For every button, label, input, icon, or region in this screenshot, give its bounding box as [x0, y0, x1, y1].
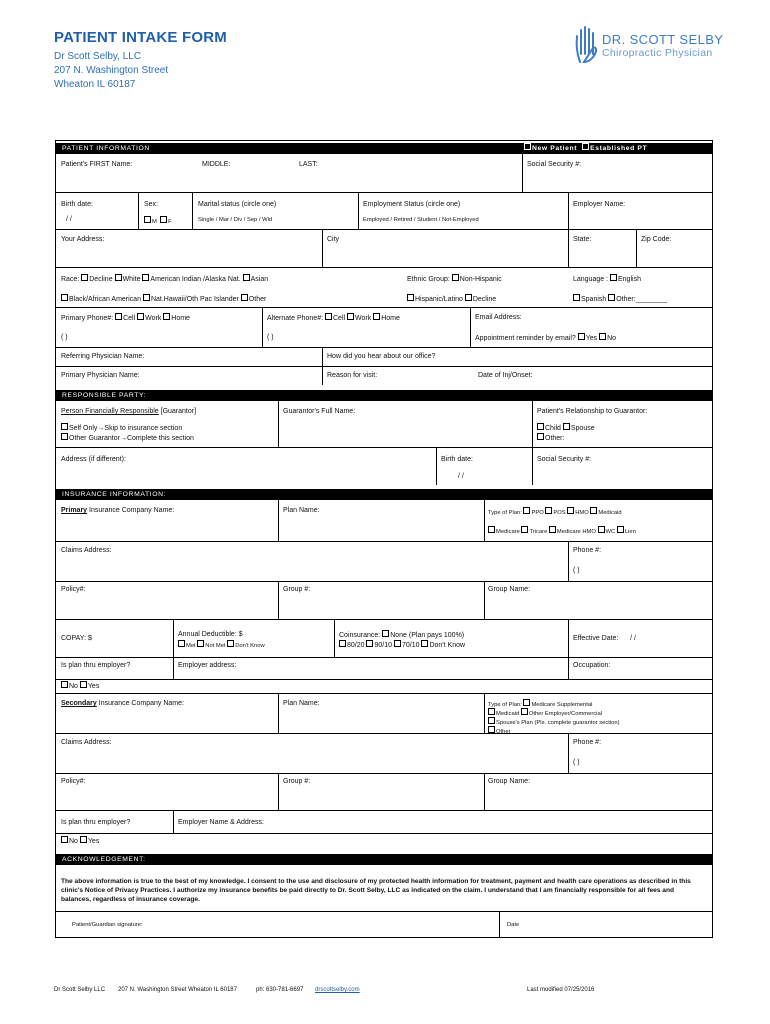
ethnic-decline-checkbox[interactable]: [465, 294, 472, 301]
city-label: City: [327, 236, 340, 243]
alt-phone-field[interactable]: ( ): [267, 334, 274, 341]
employment-label: Employment Status (circle one): [363, 201, 461, 208]
sec-spouse-checkbox[interactable]: [488, 717, 495, 724]
guarantor-birth-field[interactable]: / /: [458, 473, 464, 480]
email-label: Email Address:: [475, 314, 522, 321]
met-checkbox[interactable]: [178, 640, 185, 647]
coins-dont-know-checkbox[interactable]: [421, 640, 428, 647]
guarantor-address-label: Address (if different):: [61, 456, 126, 463]
relationship-other-checkbox[interactable]: [537, 433, 544, 440]
ethnic-non-checkbox[interactable]: [452, 274, 459, 281]
race-asian-checkbox[interactable]: [243, 274, 250, 281]
copay-label: COPAY: $: [61, 635, 92, 642]
birth-date-label: Birth date:: [61, 201, 93, 208]
primary-plan-name-label: Plan Name:: [283, 507, 320, 514]
logo-subtitle: Chiropractic Physician: [602, 47, 713, 59]
pos-checkbox[interactable]: [545, 507, 552, 514]
primary-ins-phone-field[interactable]: ( ): [573, 567, 580, 574]
lien-checkbox[interactable]: [617, 526, 624, 533]
race-row-2: Black/African American Nat.Hawaii/Oth Pac Islander Other: [61, 294, 266, 304]
coinsurance-row-1: Coinsurance: None (Plan pays 100%): [339, 632, 465, 639]
primary-employer-plan-options: No Yes: [61, 681, 99, 691]
established-label: Established PT: [590, 145, 648, 152]
zip-label: Zip Code:: [641, 236, 672, 243]
primary-phone-field[interactable]: ( ): [61, 334, 68, 341]
sex-m-checkbox[interactable]: [144, 216, 151, 223]
primary-policy-label: Policy#:: [61, 586, 86, 593]
acknowledgement-text: The above information is true to the best of my knowledge. I consent to the use and disclosure of my protected health information for treatment, payment and health care operations as described in this clinic's Notice of Privacy Practices. I authorize my insurance benefits be paid directly to Dr. Scott Selby, LLC as indicated on the claim. I understand that I am financially responsible for all fees and balances, regardless of insurance coverage.: [61, 878, 691, 903]
secondary-employer-plan-options: No Yes: [61, 836, 99, 846]
employer-name-address-label: Employer Name & Address:: [178, 819, 264, 826]
primary-phone-row: Primary Phone#: Cell Work Home: [61, 315, 190, 322]
hand-logo-icon: [574, 24, 598, 64]
primary-employer-yes-checkbox[interactable]: [80, 681, 87, 688]
medicaid-checkbox[interactable]: [590, 507, 597, 514]
self-only-option: Self Only→Skip to insurance section: [61, 423, 182, 433]
form-title: PATIENT INTAKE FORM: [54, 29, 227, 46]
birth-date-field[interactable]: / /: [66, 216, 72, 223]
secondary-company-label: Secondary Insurance Company Name:: [61, 700, 184, 707]
coins-8020-checkbox[interactable]: [339, 640, 346, 647]
secondary-group-name-label: Group Name:: [488, 778, 531, 785]
footer-phone: ph: 630-781-6697: [256, 987, 304, 993]
primary-phone-label: Phone #:: [573, 547, 602, 554]
appt-reminder-row: Appointment reminder by email? Yes No: [475, 335, 617, 342]
effective-date-field[interactable]: / /: [630, 635, 636, 642]
self-only-checkbox[interactable]: [61, 423, 68, 430]
established-checkbox[interactable]: [582, 143, 589, 150]
section-responsible-party: RESPONSIBLE PARTY:: [56, 390, 712, 401]
sex-label: Sex:: [144, 201, 159, 208]
marital-label: Marital status (circle one): [198, 201, 277, 208]
relationship-options: Child Spouse: [537, 423, 595, 433]
primary-work-checkbox[interactable]: [137, 313, 144, 320]
primary-group-label: Group #:: [283, 586, 311, 593]
practice-name: Dr Scott Selby, LLC: [54, 51, 142, 62]
employment-options[interactable]: Employed / Retired / Student / Not-Employed: [363, 217, 479, 223]
alt-home-checkbox[interactable]: [373, 313, 380, 320]
medicare-checkbox[interactable]: [488, 526, 495, 533]
sec-other-checkbox[interactable]: [488, 726, 495, 733]
sec-medicare-supp-checkbox[interactable]: [523, 699, 530, 706]
secondary-plan-type-3: Spouse's Plan (Pls. complete guarantor section): [488, 717, 620, 728]
employer-name-label: Employer Name:: [573, 201, 626, 208]
primary-plan-types-1: Type of Plan: PPO POS HMO Medicaid: [488, 507, 622, 518]
signature-date-label: Date: [507, 922, 520, 928]
ssn-label: Social Security #:: [527, 161, 582, 168]
secondary-plan-type-4: Other: [488, 726, 511, 731]
medicare-hmo-checkbox[interactable]: [549, 526, 556, 533]
employer-address-label: Employer address:: [178, 662, 237, 669]
state-label: State:: [573, 236, 592, 243]
reminder-no-checkbox[interactable]: [599, 333, 606, 340]
primary-company-label: Primary Insurance Company Name:: [61, 507, 175, 514]
coins-9010-checkbox[interactable]: [366, 640, 373, 647]
sex-f-checkbox[interactable]: [160, 216, 167, 223]
ethnic-row-1: Ethnic Group: Non-Hispanic: [407, 276, 502, 283]
marital-options[interactable]: Single / Mar / Div / Sep / Wid: [198, 217, 273, 223]
tricare-checkbox[interactable]: [521, 526, 528, 533]
primary-plan-thru-employer-label: Is plan thru employer?: [61, 662, 131, 669]
guarantor-name-label: Guarantor's Full Name:: [283, 408, 356, 415]
primary-group-name-label: Group Name:: [488, 586, 531, 593]
practice-city: Wheaton IL 60187: [54, 79, 136, 90]
last-name-label: LAST:: [299, 161, 318, 168]
logo-name: DR. SCOTT SELBY: [602, 32, 724, 47]
practice-logo: [574, 24, 734, 66]
footer-address: 207 N. Washington Street Wheaton IL 60187: [118, 987, 237, 993]
footer-last-modified: Last modified 07/25/2016: [527, 987, 595, 993]
relationship-label: Patient's Relationship to Guarantor:: [537, 408, 648, 415]
financially-responsible-row: Person Financially Responsible [Guarantor]: [61, 408, 197, 415]
race-decline-checkbox[interactable]: [81, 274, 88, 281]
alt-cell-checkbox[interactable]: [325, 313, 332, 320]
intake-form: PATIENT INFORMATION New Patient Established PT Patient's FIRST Name: MIDDLE: LAST: Social Security #: Birth date: / / Sex: M F Marital status (circle one) Single / Mar / Div / Sep / Wid Employment Status (circle one) Employed / Retired / Student / Not-Employed Employer Name: Your Address: City State: Zip Code: Race: Decline White American Indian /Alaska Nat. Asian Black/African American Nat.Hawaii/Oth Pac Islander Other Ethnic Group: Non-Hispanic Hispanic/Latino Decline Language : English Spanish Other:________ Primary Phone#: Cell Work Home ( ) Alternate Phone#: Cell Work Home ( ) Email Address: Appointment reminder by email? Yes No Referring Physician Name: How did you hear about our office? Primary Physician Name: Reason for visit: Date of Inj/Onset: RESPONSIBLE PARTY: Person Financially Responsible [Guarantor] Self Only→Skip to insurance section Other Guarantor→Complete this section Guarantor's Full Name: Patient's Relationship to Guarantor: Child Spouse Other: Address (if different): Birth date: / / Social Security #: INSURANCE INFORMATION: Primary Insurance Company Name: Plan Name: Type of Plan: PPO POS HMO Medicaid Medicare Tricare Medicare HMO WC Lien Claims Address: Phone #: ( ) Policy#: Group #: Group Name: COPAY: $ Annual Deductible: $ Met Not Met Don't Know Coinsurance: None (Plan pays 100%) 80/20 90/10 70/10 Don't Know Effective Date: / / Is plan thru employer? Employer address: Occupation: No Yes Secondary Insurance Company Name: Plan Name: Type of Plan: Medicare Supplemental Medicaid Other Employer/Commercial Spouse's Plan (Pls. complete guarantor section) Other Claims Address: Phone #: ( ) Policy#: Group #: Group Name: Is plan thru employer? Employer Name & Address: No Yes ACKNOWLEDGEMENT: The above information is true to the best of my knowledge. I consent to the use and disclosure of my protected health information for treatment, payment and health care operations as described in this clinic's Notice of Privacy Practices. I authorize my insurance benefits be paid directly to Dr. Scott Selby, LLC as indicated on the claim. I understand that I am financially responsible for all fees and balances, regardless of insurance coverage. Patient/Guardian signature: Date: [55, 140, 713, 938]
secondary-ins-phone-field[interactable]: ( ): [573, 759, 580, 766]
wc-checkbox[interactable]: [598, 526, 605, 533]
section-patient-information: [56, 143, 712, 154]
alt-phone-row: Alternate Phone#: Cell Work Home: [267, 315, 400, 322]
ethnic-row-2: Hispanic/Latino Decline: [407, 294, 496, 304]
lang-other-checkbox[interactable]: [608, 294, 615, 301]
deductible-dont-know-checkbox[interactable]: [227, 640, 234, 647]
secondary-employer-no-checkbox[interactable]: [61, 836, 68, 843]
injury-date-label: Date of Inj/Onset:: [478, 372, 533, 379]
child-checkbox[interactable]: [537, 423, 544, 430]
new-patient-label: New Patient: [532, 145, 578, 152]
secondary-plan-thru-employer-label: Is plan thru employer?: [61, 819, 131, 826]
reminder-yes-checkbox[interactable]: [578, 333, 585, 340]
coinsurance-row-2: 80/20 90/10 70/10 Don't Know: [339, 640, 465, 650]
relationship-other: Other:: [537, 433, 564, 443]
section-insurance: INSURANCE INFORMATION:: [56, 489, 712, 500]
footer-website-link[interactable]: drscottselby.com: [315, 987, 360, 993]
primary-plan-types-2: Medicare Tricare Medicare HMO WC Lien: [488, 526, 636, 537]
reason-label: Reason for visit:: [327, 372, 378, 379]
section-acknowledgement: ACKNOWLEDGEMENT:: [56, 854, 712, 865]
first-name-label: Patient's FIRST Name:: [61, 161, 133, 168]
primary-cell-checkbox[interactable]: [115, 313, 122, 320]
primary-employer-no-checkbox[interactable]: [61, 681, 68, 688]
other-guarantor-option: Other Guarantor→Complete this section: [61, 433, 194, 443]
primary-physician-label: Primary Physician Name:: [61, 372, 140, 379]
lang-spanish-checkbox[interactable]: [573, 294, 580, 301]
secondary-phone-label: Phone #:: [573, 739, 602, 746]
race-hawaii-checkbox[interactable]: [143, 294, 150, 301]
secondary-plan-type-2: Medicaid Other Employer/Commercial: [488, 708, 602, 719]
lang-english-checkbox[interactable]: [610, 274, 617, 281]
new-patient-checkbox[interactable]: [524, 143, 531, 150]
deductible-label: Annual Deductible: $: [178, 631, 243, 638]
occupation-label: Occupation:: [573, 662, 611, 669]
address-label: Your Address:: [61, 236, 105, 243]
secondary-plan-type-1: Type of Plan: Medicare Supplemental: [488, 699, 592, 710]
guarantor-ssn-label: Social Security #:: [537, 456, 592, 463]
race-black-checkbox[interactable]: [61, 294, 68, 301]
how-hear-label: How did you hear about our office?: [327, 353, 436, 360]
secondary-group-label: Group #:: [283, 778, 311, 785]
spouse-checkbox[interactable]: [563, 423, 570, 430]
sec-medicaid-checkbox[interactable]: [488, 708, 495, 715]
other-guarantor-checkbox[interactable]: [61, 433, 68, 440]
signature-label: Patient/Guardian signature:: [72, 922, 143, 928]
secondary-plan-name-label: Plan Name:: [283, 700, 320, 707]
section-title: PATIENT INFORMATION: [62, 145, 150, 152]
ethnic-hisp-checkbox[interactable]: [407, 294, 414, 301]
not-met-checkbox[interactable]: [197, 640, 204, 647]
practice-street: 207 N. Washington Street: [54, 65, 169, 76]
coins-none-checkbox[interactable]: [382, 630, 389, 637]
middle-name-label: MIDDLE:: [202, 161, 231, 168]
primary-home-checkbox[interactable]: [163, 313, 170, 320]
language-row-2: Spanish Other:________: [573, 294, 667, 304]
race-white-checkbox[interactable]: [115, 274, 122, 281]
sec-other-employer-checkbox[interactable]: [521, 708, 528, 715]
race-other-checkbox[interactable]: [241, 294, 248, 301]
hmo-checkbox[interactable]: [567, 507, 574, 514]
race-row-1: Race: Decline White American Indian /Alaska Nat. Asian: [61, 276, 269, 283]
referring-label: Referring Physician Name:: [61, 353, 145, 360]
ppo-checkbox[interactable]: [523, 507, 530, 514]
secondary-policy-label: Policy#:: [61, 778, 86, 785]
footer-practice: Dr Scott Selby LLC: [54, 987, 106, 993]
coins-7030-checkbox[interactable]: [394, 640, 401, 647]
language-row-1: Language : English: [573, 276, 641, 283]
secondary-employer-yes-checkbox[interactable]: [80, 836, 87, 843]
race-native-checkbox[interactable]: [142, 274, 149, 281]
primary-claims-address-label: Claims Address:: [61, 547, 112, 554]
deductible-options: Met Not Met Don't Know: [178, 640, 265, 651]
alt-work-checkbox[interactable]: [347, 313, 354, 320]
secondary-claims-address-label: Claims Address:: [61, 739, 112, 746]
effective-date-row: Effective Date: / /: [573, 635, 636, 642]
guarantor-birth-label: Birth date:: [441, 456, 473, 463]
